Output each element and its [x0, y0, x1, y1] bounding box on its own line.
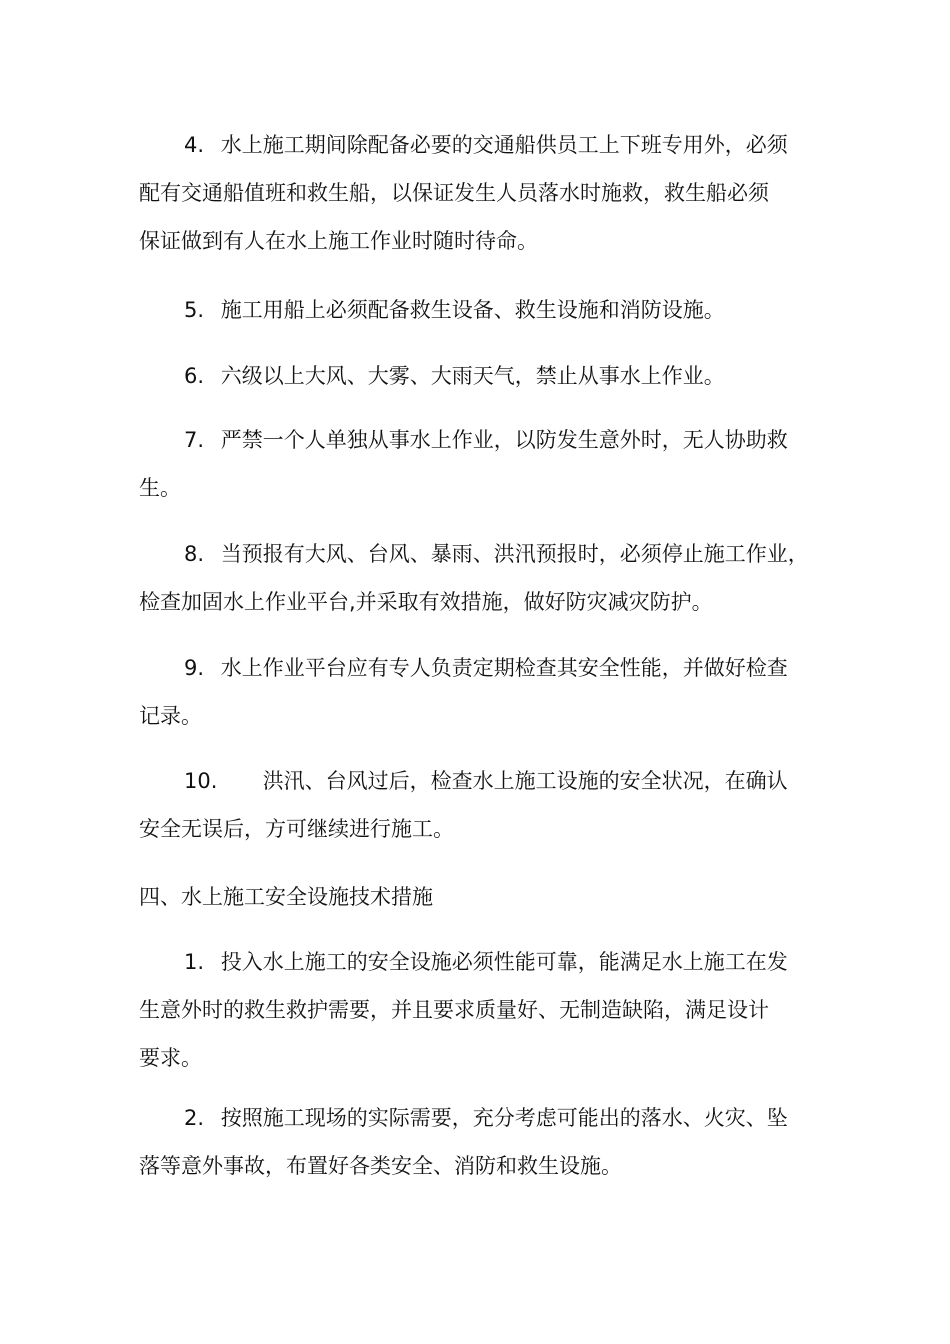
item-number: 10.	[184, 769, 218, 793]
item-text-line: 落等意外事故，布置好各类安全、消防和救生设施。	[139, 1154, 622, 1178]
list-item-10	[139, 757, 829, 853]
item-number: 6.	[184, 364, 205, 388]
item-text-line: 六级以上大风、大雾、大雨天气，禁止从事水上作业。	[220, 364, 725, 388]
section-list-item-2	[139, 1094, 829, 1190]
item-text-line: 水上作业平台应有专人负责定期检查其安全性能，并做好检查	[220, 656, 788, 680]
item-text-line: 生。	[139, 476, 181, 500]
item-number: 2.	[184, 1106, 205, 1130]
item-text-line: 生意外时的救生救护需要，并且要求质量好、无制造缺陷，满足设计	[139, 998, 769, 1022]
item-text-line: 当预报有大风、台风、暴雨、洪汛预报时，必须停止施工作业，	[220, 542, 809, 566]
section-list-item-1	[139, 938, 829, 1082]
item-text-line: 要求。	[139, 1046, 202, 1070]
item-text-line: 水上施工期间除配备必要的交通船供员工上下班专用外，必须	[220, 133, 788, 157]
item-number: 7.	[184, 428, 205, 452]
list-item-9	[139, 644, 829, 740]
item-text-line: 严禁一个人单独从事水上作业，以防发生意外时，无人协助救	[220, 428, 788, 452]
item-number: 9.	[184, 656, 205, 680]
item-text-line: 保证做到有人在水上施工作业时随时待命。	[139, 229, 538, 253]
item-text-line: 配有交通船值班和救生船，以保证发生人员落水时施救，救生船必须	[139, 181, 769, 205]
item-text-line: 检查加固水上作业平台,并采取有效措施，做好防灾减灾防护。	[139, 590, 713, 614]
item-text-line: 记录。	[139, 704, 202, 728]
section-heading: 四、水上施工安全设施技术措施	[139, 885, 433, 909]
item-number: 5.	[184, 298, 205, 322]
list-item-4	[139, 121, 829, 265]
item-text-line: 安全无误后，方可继续进行施工。	[139, 817, 454, 841]
item-text-line: 施工用船上必须配备救生设备、救生设施和消防设施。	[220, 298, 725, 322]
item-number: 4.	[184, 133, 205, 157]
item-text-line: 洪汛、台风过后，检查水上施工设施的安全状况，在确认	[262, 769, 788, 793]
item-number: 8.	[184, 542, 205, 566]
list-item-6	[139, 352, 829, 400]
list-item-5	[139, 286, 829, 334]
item-text-line: 投入水上施工的安全设施必须性能可靠，能满足水上施工在发	[220, 950, 788, 974]
item-text-line: 按照施工现场的实际需要，充分考虑可能出的落水、火灾、坠	[220, 1106, 788, 1130]
list-item-7	[139, 416, 829, 512]
item-number: 1.	[184, 950, 205, 974]
list-item-8	[139, 530, 829, 626]
